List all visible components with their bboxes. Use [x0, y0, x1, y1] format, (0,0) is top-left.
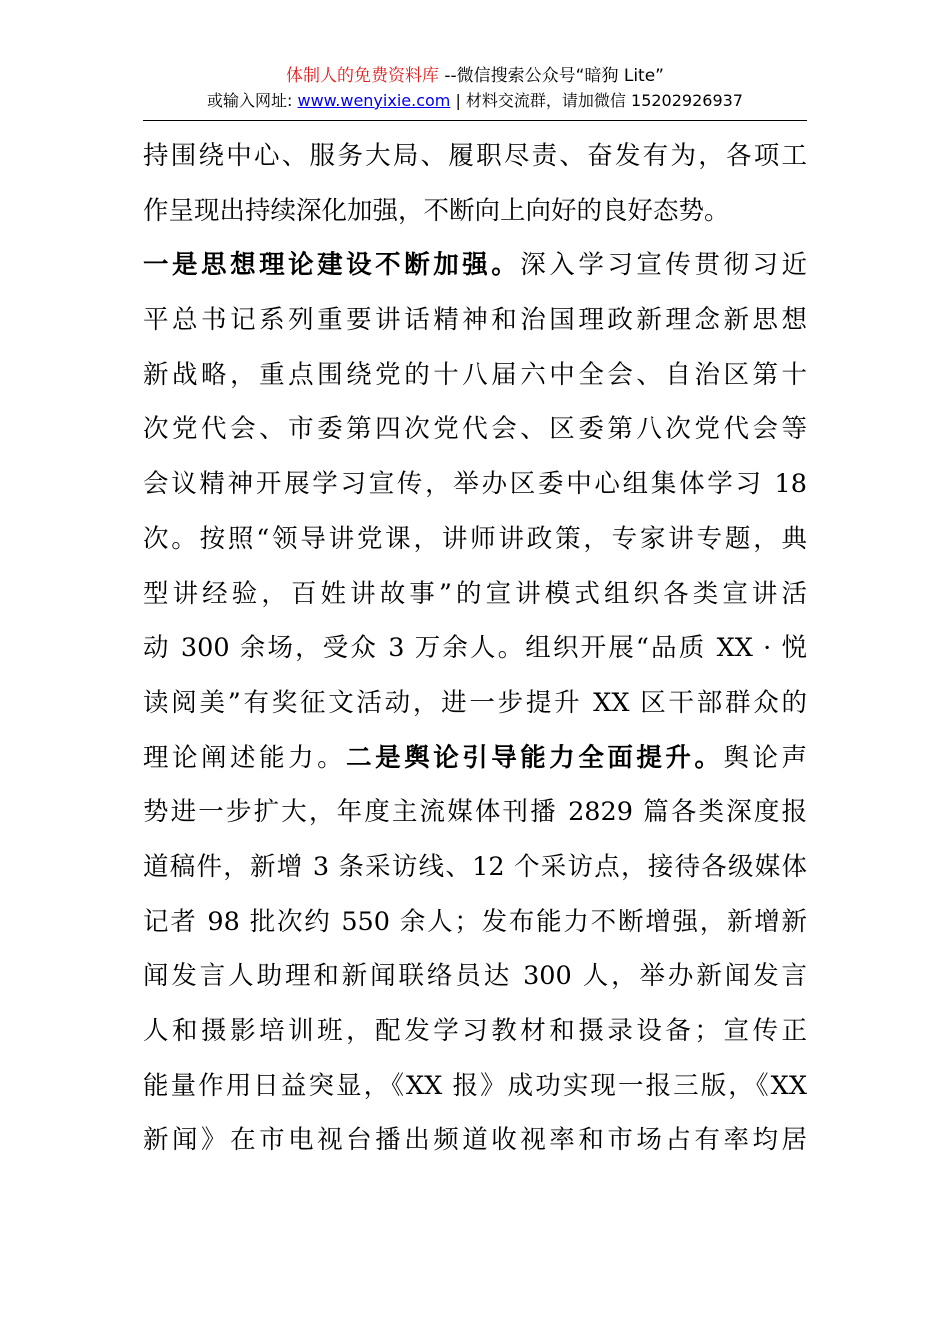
body-text: 新闻》在市电视台播出频道收视率和市场占有率均居: [143, 1125, 807, 1156]
body-line: [143, 238, 807, 293]
header-line-1: [0, 64, 950, 88]
body-line: [143, 402, 807, 457]
body-text: 记者 98 批次约 550 余人；发布能力不断增强，新增新: [143, 906, 807, 937]
body-text: 深入学习宣传贯彻习近: [520, 250, 807, 281]
brand-title: 体制人的免费资料库: [285, 66, 439, 86]
body-text: 次党代会、市委第四次党代会、区委第八次党代会等: [143, 414, 807, 445]
header-tagline: --微信搜索公众号“暗狗 Lite”: [438, 66, 664, 86]
body-text: 人和摄影培训班，配发学习教材和摄录设备；宣传正: [143, 1016, 807, 1046]
body-line: [143, 129, 807, 184]
url-prefix: 或输入网址:: [207, 91, 298, 110]
body-text: 动 300 余场，受众 3 万余人。组织开展“品质 XX · 悦: [143, 633, 807, 664]
body-text: 平总书记系列重要讲话精神和治国理政新理念新思想: [143, 305, 807, 336]
body-text: 型讲经验，百姓讲故事”的宣讲模式组织各类宣讲活: [143, 578, 807, 609]
body-text: 读阅美”有奖征文活动，进一步提升 XX 区干部群众的: [143, 687, 807, 718]
section-heading: 一是思想理论建设不断加强。: [143, 250, 521, 281]
body-text: 会议精神开展学习宣传，举办区委中心组集体学习 18: [143, 469, 807, 500]
body-line: [143, 457, 807, 512]
website-link[interactable]: www.wenyixie.com: [297, 91, 451, 110]
section-heading: 二是舆论引导能力全面提升。: [346, 742, 724, 773]
body-line: [143, 1113, 807, 1168]
body-line: [143, 1059, 807, 1114]
body-line: [143, 567, 807, 622]
body-line: [143, 731, 807, 786]
body-line: [143, 840, 807, 895]
header-divider: [143, 120, 807, 121]
body-text: 势进一步扩大，年度主流媒体刊播 2829 篇各类深度报: [143, 797, 807, 828]
body-text: 持围绕中心、服务大局、履职尽责、奋发有为，各项工: [143, 141, 807, 171]
body-line: [143, 1004, 807, 1059]
contact-info: | 材料交流群，请加微信 15202926937: [450, 91, 743, 110]
body-line: [143, 621, 807, 676]
body-line: [143, 785, 807, 840]
body-line: [143, 676, 807, 731]
body-text: 理论阐述能力。: [143, 742, 347, 773]
body-text: 新战略，重点围绕党的十八届六中全会、自治区第十: [143, 359, 807, 390]
body-line: [143, 512, 807, 567]
body-line: [143, 293, 807, 348]
body-text: 舆论声: [723, 742, 807, 773]
body-line: [143, 184, 807, 239]
header-line-2: [0, 89, 950, 113]
body-line: [143, 348, 807, 403]
body-text: 能量作用日益突显，《XX 报》成功实现一报三版，《XX: [143, 1070, 807, 1101]
body-line: [143, 895, 807, 950]
body-text: 道稿件，新增 3 条采访线、12 个采访点，接待各级媒体: [143, 851, 807, 882]
body-line: [143, 949, 807, 1004]
body-text: 闻发言人助理和新闻联络员达 300 人，举办新闻发言: [143, 961, 807, 992]
page-header: [0, 64, 950, 113]
body-text: 次。按照“领导讲党课，讲师讲政策，专家讲专题，典: [143, 523, 807, 554]
document-body: [143, 129, 807, 1168]
body-text: 作呈现出持续深化加强，不断向上向好的良好态势。: [143, 195, 730, 226]
